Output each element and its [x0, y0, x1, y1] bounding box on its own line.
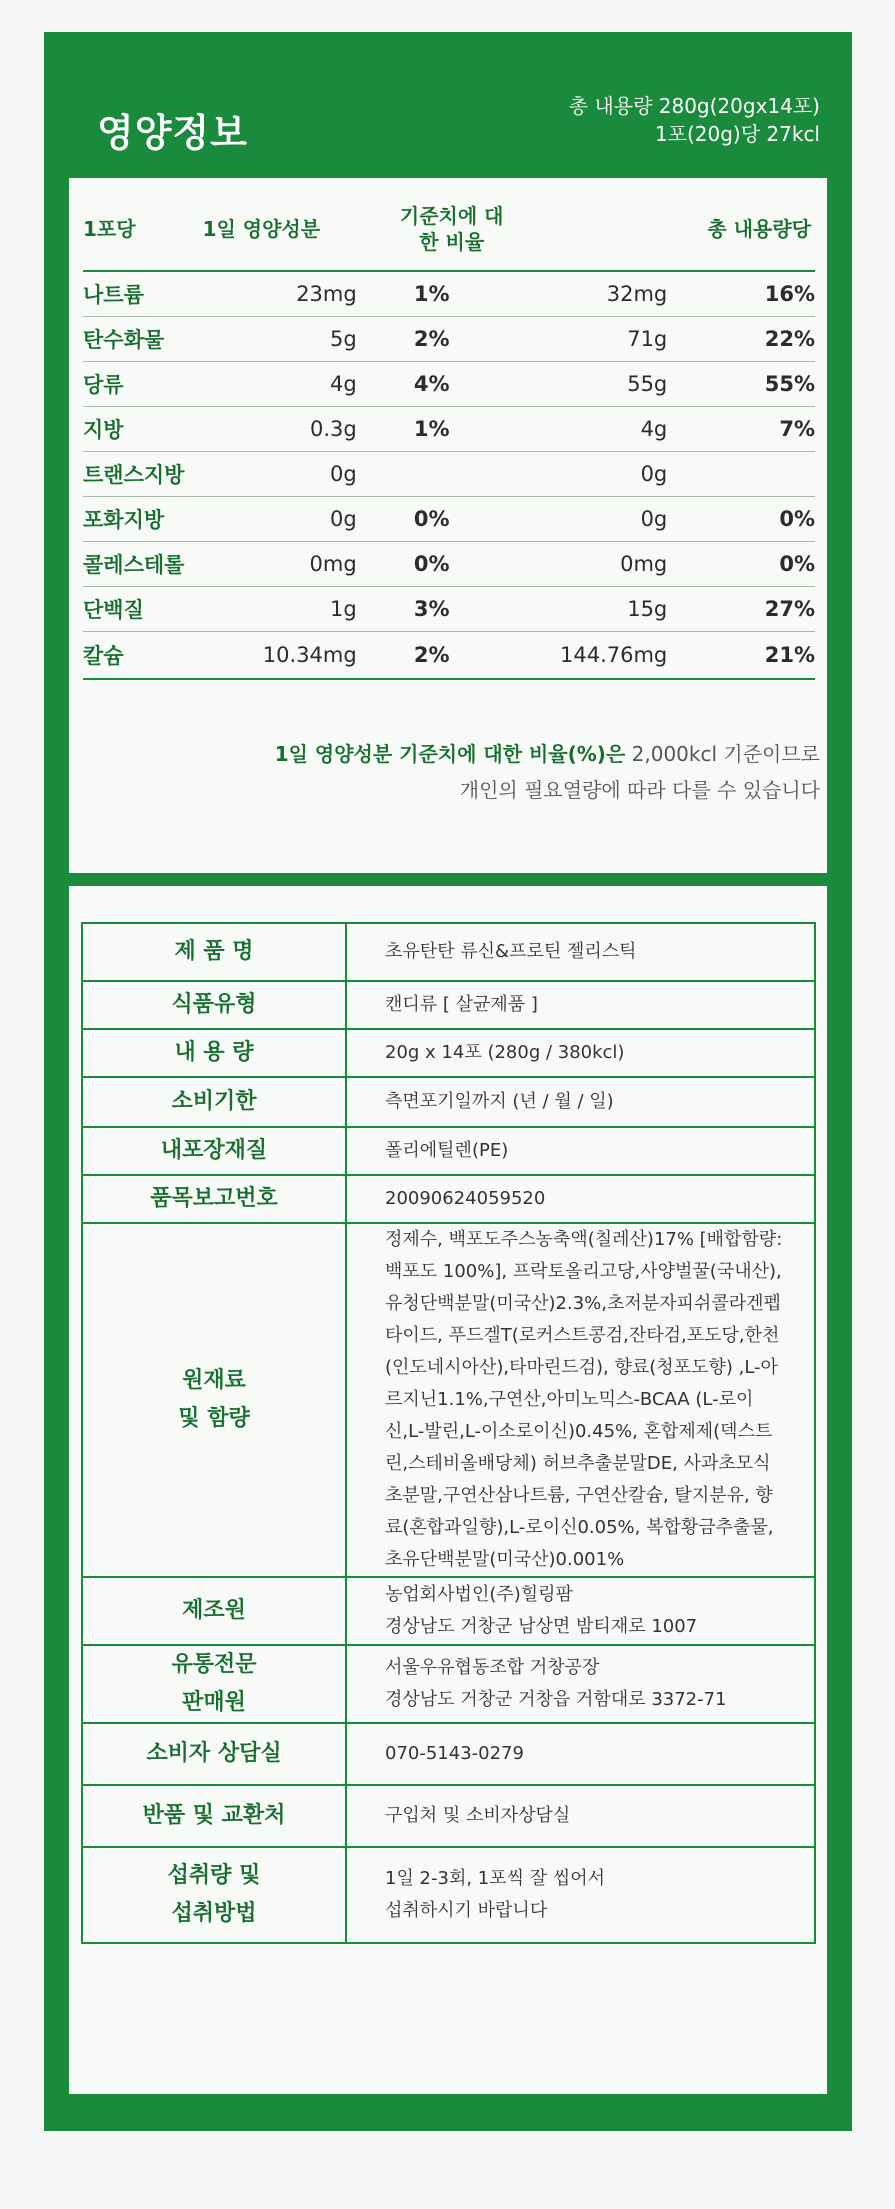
info-row: [82, 1847, 815, 1943]
nutrient-total-percent: 27%: [667, 587, 815, 632]
info-value: 20g x 14포 (280g / 380kcl): [346, 1029, 815, 1077]
info-label: 섭취량 및 섭취방법: [82, 1847, 346, 1943]
nutrient-amount: 10.34mg: [203, 632, 357, 680]
nutrition-header-row: [83, 188, 815, 271]
nutrient-total-percent: 55%: [667, 362, 815, 407]
info-value: 초유탄탄 류신&프로틴 젤리스틱: [346, 923, 815, 981]
header-daily: 1일 영양성분: [203, 188, 357, 271]
nutrient-percent: 2%: [357, 632, 507, 680]
nutrient-total: 144.76mg: [507, 632, 668, 680]
nutrition-row: [83, 587, 815, 632]
info-value: 정제수, 백포도주스농축액(칠레산)17% [배합함량:백포도 100%], 프락토올리고당,사양벌꿀(국내산), 유청단백분말(미국산)2.3%,초저분자피쉬콜라겐펩타이드, 푸드겔T(로커스트콩검,잔타검,포도당,한천(인도네시아산),타마린드검), 향료(청포도향) ,L-아르지닌1.1%,구연산,아미노믹스-BCAA (L-로이신,L-발린,L-이소로이신)0.45%, 혼합제제(덱스트린,스테비올배당체) 허브추출분말DE, 사과초모식초분말,구연산삼나트륨, 구연산칼슘, 탈지분유, 향료(혼합과일향),L-로이신0.05%, 복합황금추출물, 초유단백분말(미국산)0.001%: [346, 1223, 815, 1577]
nutrient-amount: 0mg: [203, 542, 357, 587]
info-row: [82, 1785, 815, 1847]
nutrient-name: 지방: [83, 407, 203, 452]
info-label: 제 품 명: [82, 923, 346, 981]
nutrient-amount: 0g: [203, 452, 357, 497]
nutrient-name: 칼슘: [83, 632, 203, 680]
header-ratio: [357, 188, 507, 271]
info-value: 070-5143-0279: [346, 1723, 815, 1785]
note-line2: 개인의 필요열량에 따라 다를 수 있습니다: [459, 778, 820, 802]
nutrient-percent: [357, 452, 507, 497]
info-value: 서울우유협동조합 거창공장 경상남도 거창군 거창읍 거함대로 3372-71: [346, 1645, 815, 1723]
total-amount: [569, 92, 820, 148]
info-row: [82, 981, 815, 1029]
note-bold: 1일 영양성분 기준치에 대한 비율(%)은: [274, 742, 626, 766]
nutrient-amount: 5g: [203, 317, 357, 362]
nutrition-row: [83, 632, 815, 680]
info-value: 폴리에틸렌(PE): [346, 1127, 815, 1175]
header-total: 총 내용량당: [667, 188, 815, 271]
nutrient-name: 포화지방: [83, 497, 203, 542]
nutrient-total: 0mg: [507, 542, 668, 587]
info-row: [82, 1577, 815, 1645]
info-label: 유통전문 판매원: [82, 1645, 346, 1723]
nutrient-total-percent: 16%: [667, 271, 815, 317]
nutrition-row: [83, 497, 815, 542]
info-row: [82, 923, 815, 981]
nutrient-name: 단백질: [83, 587, 203, 632]
nutrient-percent: 1%: [357, 271, 507, 317]
nutrient-name: 당류: [83, 362, 203, 407]
info-row: [82, 1127, 815, 1175]
nutrient-total: 15g: [507, 587, 668, 632]
info-label: 식품유형: [82, 981, 346, 1029]
nutrient-total: 4g: [507, 407, 668, 452]
info-label: 소비자 상담실: [82, 1723, 346, 1785]
info-label: 제조원: [82, 1577, 346, 1645]
info-value: 농업회사법인(주)힐링팜 경상남도 거창군 남상면 밤티재로 1007: [346, 1577, 815, 1645]
note-line1: [275, 736, 820, 772]
nutrition-row: [83, 542, 815, 587]
info-label: 원재료 및 함량: [82, 1223, 346, 1577]
nutrient-percent: 1%: [357, 407, 507, 452]
info-row: [82, 1077, 815, 1127]
info-value: 구입처 및 소비자상담실: [346, 1785, 815, 1847]
nutrient-total-percent: 22%: [667, 317, 815, 362]
product-info-table: [81, 922, 816, 1944]
info-row: [82, 1723, 815, 1785]
total-amount-line1: 총 내용량 280g(20gx14포): [568, 94, 820, 118]
nutrient-amount: 1g: [203, 587, 357, 632]
nutrient-percent: 4%: [357, 362, 507, 407]
nutrient-total-percent: 7%: [667, 407, 815, 452]
info-row: [82, 1175, 815, 1223]
info-row: [82, 1223, 815, 1577]
nutrition-title: 영양정보: [97, 111, 248, 155]
nutrient-percent: 0%: [357, 497, 507, 542]
nutrient-amount: 0.3g: [203, 407, 357, 452]
nutrient-total: 71g: [507, 317, 668, 362]
info-value: 캔디류 [ 살균제품 ]: [346, 981, 815, 1029]
header-ratio-text: 기준치에 대한 비율: [399, 204, 504, 254]
nutrition-row: [83, 407, 815, 452]
nutrient-percent: 3%: [357, 587, 507, 632]
nutrient-total: 0g: [507, 452, 668, 497]
nutrient-name: 나트륨: [83, 271, 203, 317]
nutrient-name: 콜레스테롤: [83, 542, 203, 587]
header-per: 1포당: [83, 188, 203, 271]
nutrient-total-percent: 0%: [667, 542, 815, 587]
info-row: [82, 1645, 815, 1723]
info-value: 1일 2-3회, 1포씩 잘 씹어서 섭취하시기 바랍니다: [346, 1847, 815, 1943]
info-label: 반품 및 교환처: [82, 1785, 346, 1847]
nutrient-name: 탄수화물: [83, 317, 203, 362]
nutrition-row: [83, 452, 815, 497]
nutrient-amount: 4g: [203, 362, 357, 407]
info-row: [82, 1029, 815, 1077]
nutrient-name: 트랜스지방: [83, 452, 203, 497]
nutrient-percent: 2%: [357, 317, 507, 362]
header-empty: [507, 188, 668, 271]
nutrient-amount: 23mg: [203, 271, 357, 317]
nutrient-total: 0g: [507, 497, 668, 542]
info-label: 내포장재질: [82, 1127, 346, 1175]
nutrition-row: [83, 317, 815, 362]
info-label: 내 용 량: [82, 1029, 346, 1077]
nutrition-note: [275, 736, 820, 808]
info-value: 측면포기일까지 (년 / 월 / 일): [346, 1077, 815, 1127]
nutrition-row: [83, 362, 815, 407]
nutrition-table: [83, 188, 815, 680]
info-value: 20090624059520: [346, 1175, 815, 1223]
info-label: 품목보고번호: [82, 1175, 346, 1223]
nutrient-total-percent: [667, 452, 815, 497]
info-label: 소비기한: [82, 1077, 346, 1127]
nutrient-total-percent: 0%: [667, 497, 815, 542]
nutrition-row: [83, 271, 815, 317]
note-rest: 2,000kcl 기준이므로: [625, 742, 820, 766]
nutrient-total: 32mg: [507, 271, 668, 317]
nutrient-total-percent: 21%: [667, 632, 815, 680]
nutrient-percent: 0%: [357, 542, 507, 587]
total-amount-line2: 1포(20g)당 27kcl: [654, 122, 820, 146]
nutrient-amount: 0g: [203, 497, 357, 542]
nutrient-total: 55g: [507, 362, 668, 407]
